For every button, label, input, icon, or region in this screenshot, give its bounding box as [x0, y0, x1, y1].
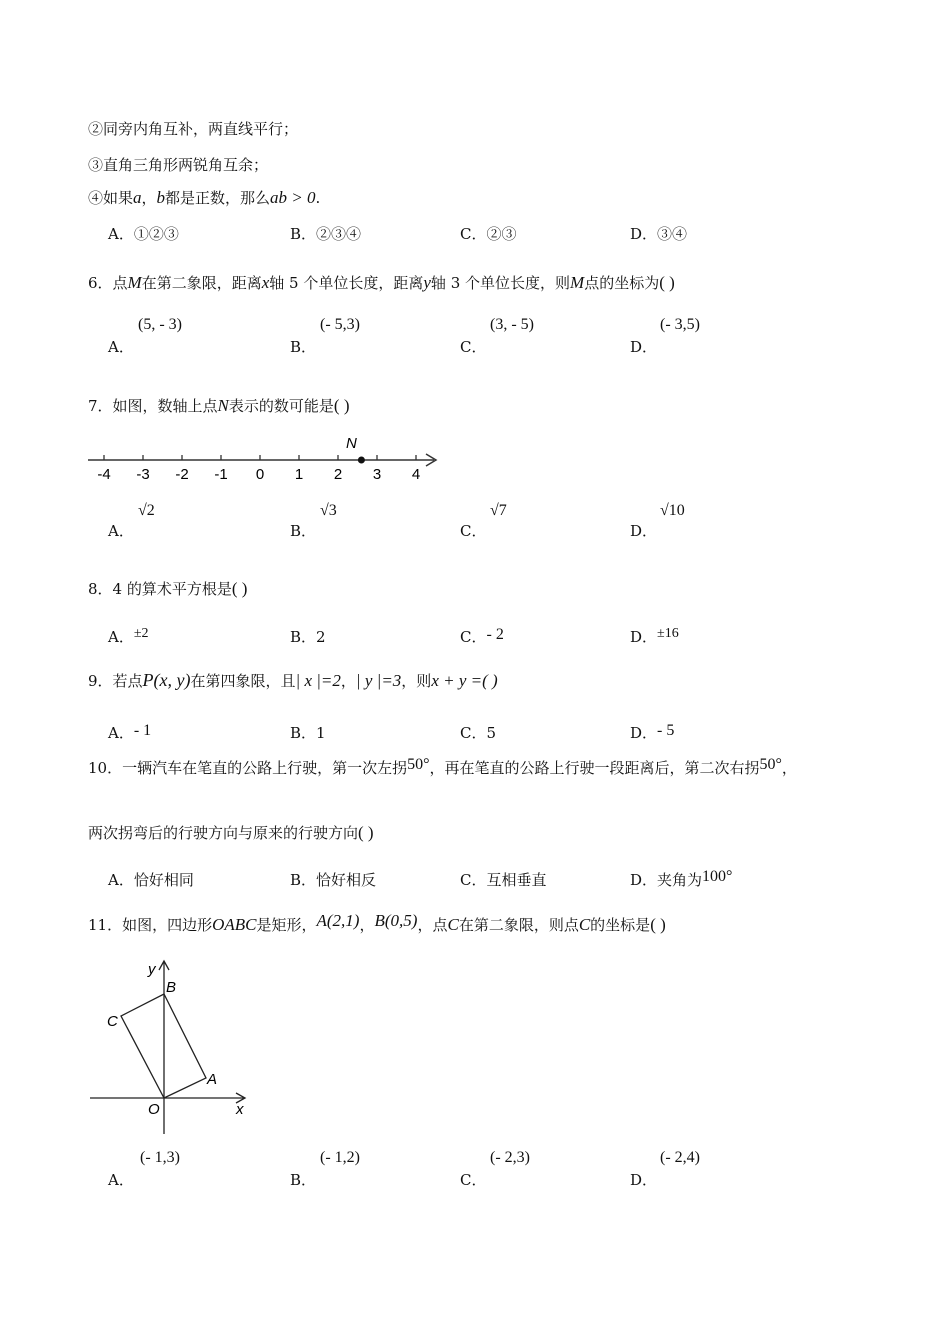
q5-option-b[interactable]: B．②③④ [290, 225, 362, 243]
point-b-label: B [166, 979, 177, 996]
q11-option-d-value: (- 2,4) [660, 1149, 700, 1166]
q7-option-c-letter[interactable]: C． [460, 522, 487, 540]
q8-option-c[interactable]: C．- 2 [460, 626, 504, 646]
q7-option-d-letter[interactable]: D． [630, 522, 658, 540]
q10-option-a[interactable]: A．恰好相同 [108, 871, 194, 889]
point-a-label: A [207, 1071, 218, 1088]
number-line-tick-label: -2 [175, 466, 189, 483]
q6-stem: 6．点M在第二象限，距离x轴 5 个单位长度，距离y轴 3 个单位长度，则M点的坐标为( ) [88, 273, 675, 292]
statement-3: ③直角三角形两锐角互余； [88, 156, 269, 174]
q10-option-d[interactable]: D．夹角为100° [630, 868, 733, 889]
q7-option-b-letter[interactable]: B． [290, 522, 317, 540]
q9-option-c[interactable]: C．5 [460, 724, 497, 742]
statement-4: ④如果a，b都是正数，那么ab > 0. [88, 188, 321, 207]
q11-stem: 11．如图，四边形OABC是矩形，A(2,1)，B(0,5)，点C在第二象限，则点C的坐标是( ) [88, 911, 666, 934]
q5-option-d[interactable]: D．③④ [630, 225, 688, 243]
q7-option-c-value: √7 [490, 502, 507, 519]
point-c-label: C [107, 1013, 118, 1030]
y-axis-label: y [148, 961, 156, 978]
q11-option-c-value: (- 2,3) [490, 1149, 530, 1166]
number-line-figure [84, 430, 444, 490]
q7-option-a-value: √2 [138, 502, 155, 519]
q6-option-c-letter[interactable]: C． [460, 338, 487, 356]
q10-stem-line2: 两次拐弯后的行驶方向与原来的行驶方向( ) [88, 823, 374, 842]
statement-2: ②同旁内角互补，两直线平行； [88, 120, 299, 138]
q9-option-d[interactable]: D．- 5 [630, 722, 675, 742]
q8-stem: 8．4 的算术平方根是( ) [88, 579, 248, 598]
q9-option-b[interactable]: B．1 [290, 724, 326, 742]
q11-option-b-letter[interactable]: B． [290, 1171, 317, 1189]
q5-option-c[interactable]: C．②③ [460, 225, 517, 243]
q6-option-a-value: (5, - 3) [138, 316, 182, 333]
point-o-label: O [148, 1101, 160, 1118]
q6-option-c-value: (3, - 5) [490, 316, 534, 333]
number-line-tick-label: -4 [97, 466, 111, 483]
q9-stem: 9．若点P(x, y)在第四象限，且| x |=2，| y |=3，则x + y =( ) [88, 670, 498, 690]
q6-option-a-letter[interactable]: A． [108, 338, 134, 356]
q6-option-b-value: (- 5,3) [320, 316, 360, 333]
q11-option-a-letter[interactable]: A． [108, 1171, 134, 1189]
q6-option-b-letter[interactable]: B． [290, 338, 317, 356]
q11-option-d-letter[interactable]: D． [630, 1171, 658, 1189]
q5-option-a[interactable]: A．①②③ [108, 225, 179, 243]
q10-option-b[interactable]: B．恰好相反 [290, 871, 377, 889]
number-line-tick-label: -1 [214, 466, 228, 483]
q8-option-b[interactable]: B．2 [290, 628, 326, 646]
number-line-tick-label: 2 [333, 466, 343, 483]
q7-stem: 7．如图，数轴上点N表示的数可能是( ) [88, 396, 350, 415]
number-line-tick-label: 4 [411, 466, 421, 483]
q11-option-a-value: (- 1,3) [140, 1149, 180, 1166]
number-line-tick-label: 3 [372, 466, 382, 483]
q10-stem-line1: 10．一辆汽车在笔直的公路上行驶，第一次左拐50°，再在笔直的公路上行驶一段距离后，第二次右拐50°， [88, 756, 797, 777]
q7-option-a-letter[interactable]: A． [108, 522, 134, 540]
number-line-point-label: N [345, 435, 357, 452]
number-line-tick-label: 1 [294, 466, 304, 483]
number-line-tick-label: -3 [136, 466, 150, 483]
q6-option-d-value: (- 3,5) [660, 316, 700, 333]
q6-option-d-letter[interactable]: D． [630, 338, 658, 356]
q9-option-a[interactable]: A．- 1 [108, 722, 152, 742]
q7-option-d-value: √10 [660, 502, 685, 519]
rectangle-figure [86, 956, 256, 1141]
q11-option-b-value: (- 1,2) [320, 1149, 360, 1166]
number-line-point-n [358, 457, 365, 464]
q8-option-d[interactable]: D．±16 [630, 626, 679, 646]
q7-option-b-value: √3 [320, 502, 337, 519]
q10-option-c[interactable]: C．互相垂直 [460, 871, 547, 889]
x-axis-label: x [236, 1101, 244, 1118]
number-line-ticks [97, 455, 420, 483]
q11-option-c-letter[interactable]: C． [460, 1171, 487, 1189]
q8-option-a[interactable]: A．±2 [108, 626, 149, 646]
number-line-tick-label: 0 [255, 466, 265, 483]
